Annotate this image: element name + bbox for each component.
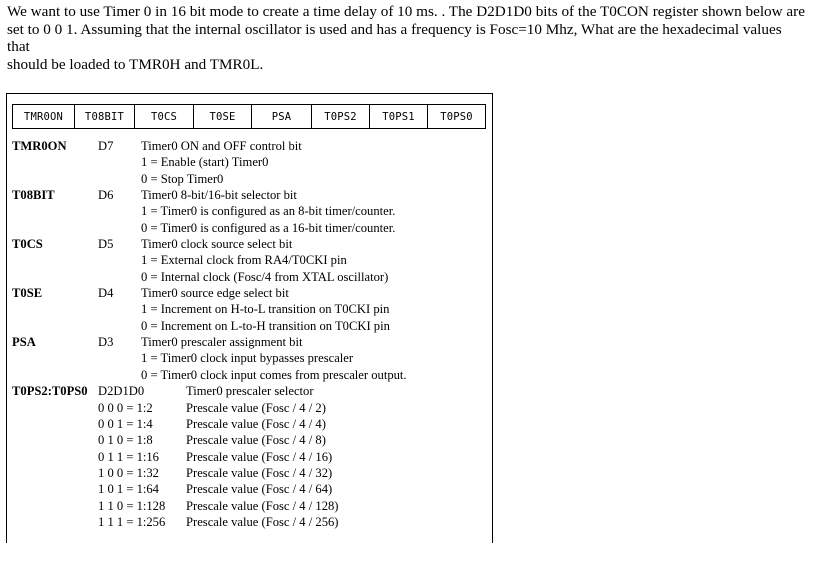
bit-option: 1 = Enable (start) Timer0 — [141, 155, 269, 170]
bit-position: D6 — [98, 188, 114, 203]
prescaler-value: Prescale value (Fosc / 4 / 32) — [186, 465, 333, 480]
register-cell-t0ps2: T0PS2 — [312, 105, 370, 129]
bit-option: 0 = Timer0 is configured as a 16-bit timer/counter. — [141, 220, 396, 235]
bit-option: 0 = Increment on L-to-H transition on T0CKI pin — [141, 318, 390, 333]
bit-description: Timer0 8-bit/16-bit selector bit — [141, 188, 297, 203]
bit-option: 0 = Stop Timer0 — [141, 171, 224, 186]
bit-position: D3 — [98, 335, 114, 350]
bit-description: Timer0 source edge select bit — [141, 286, 289, 301]
bit-position: D2D1D0 — [98, 384, 145, 399]
register-cell-t0ps0: T0PS0 — [428, 105, 486, 129]
bit-name: T0SE — [12, 286, 43, 301]
bit-option: 0 = Timer0 clock input comes from prescaler output. — [141, 367, 407, 382]
prescaler-code: 0 0 1 = 1:4 — [98, 416, 153, 431]
register-bits-row — [13, 105, 486, 129]
register-cell-tmr0on: TMR0ON — [13, 105, 75, 129]
bit-name: PSA — [12, 335, 36, 350]
prescaler-value: Prescale value (Fosc / 4 / 4) — [186, 416, 326, 431]
prescaler-code: 1 1 0 = 1:128 — [98, 498, 166, 513]
bit-option: 1 = External clock from RA4/T0CKI pin — [141, 253, 347, 268]
prescaler-value: Prescale value (Fosc / 4 / 64) — [186, 482, 333, 497]
bit-position: D5 — [98, 237, 114, 252]
question-text — [7, 3, 807, 73]
prescaler-code: 1 1 1 = 1:256 — [98, 514, 166, 529]
prescaler-value: Prescale value (Fosc / 4 / 2) — [186, 400, 326, 415]
bit-description: Timer0 prescaler selector — [186, 384, 314, 399]
register-cell-psa: PSA — [252, 105, 312, 129]
prescaler-value: Prescale value (Fosc / 4 / 128) — [186, 498, 339, 513]
bit-name: T0CS — [12, 237, 43, 252]
bit-option: 1 = Timer0 is configured as an 8-bit timer/counter. — [141, 204, 396, 219]
prescaler-code: 0 1 1 = 1:16 — [98, 449, 159, 464]
register-cell-t0ps1: T0PS1 — [370, 105, 428, 129]
prescaler-value: Prescale value (Fosc / 4 / 256) — [186, 514, 339, 529]
bit-option: 0 = Internal clock (Fosc/4 from XTAL oscillator) — [141, 269, 389, 284]
bit-name: TMR0ON — [12, 139, 67, 153]
register-cell-t0se: T0SE — [194, 105, 252, 129]
register-cell-t0cs: T0CS — [135, 105, 194, 129]
bit-description: Timer0 prescaler assignment bit — [141, 335, 303, 350]
t0con-figure — [6, 93, 493, 543]
bit-description: Timer0 clock source select bit — [141, 237, 293, 252]
prescaler-value: Prescale value (Fosc / 4 / 8) — [186, 433, 326, 448]
question-line: should be loaded to TMR0H and TMR0L. — [7, 55, 264, 73]
bit-name: T0PS2:T0PS0 — [12, 384, 88, 399]
bit-name: T08BIT — [12, 188, 55, 203]
register-cell-t08bit: T08BIT — [75, 105, 135, 129]
question-line: We want to use Timer 0 in 16 bit mode to create a time delay of 10 ms. . The D2D1D0 bits of the T0CON register shown below are — [7, 3, 805, 20]
prescaler-code: 0 1 0 = 1:8 — [98, 433, 153, 448]
prescaler-code: 1 0 0 = 1:32 — [98, 465, 159, 480]
prescaler-value: Prescale value (Fosc / 4 / 16) — [186, 449, 333, 464]
prescaler-code: 1 0 1 = 1:64 — [98, 482, 159, 497]
bit-position: D7 — [98, 139, 114, 153]
bit-description: Timer0 ON and OFF control bit — [141, 139, 302, 153]
t0con-register-table — [12, 104, 486, 129]
bit-position: D4 — [98, 286, 114, 301]
question-line: set to 0 0 1. Assuming that the internal oscillator is used and has a frequency is Fosc=10 Mhz, What are the hexadecimal values that — [7, 20, 782, 55]
bit-option: 1 = Timer0 clock input bypasses prescaler — [141, 351, 354, 366]
prescaler-code: 0 0 0 = 1:2 — [98, 400, 153, 415]
bit-option: 1 = Increment on H-to-L transition on T0CKI pin — [141, 302, 390, 317]
